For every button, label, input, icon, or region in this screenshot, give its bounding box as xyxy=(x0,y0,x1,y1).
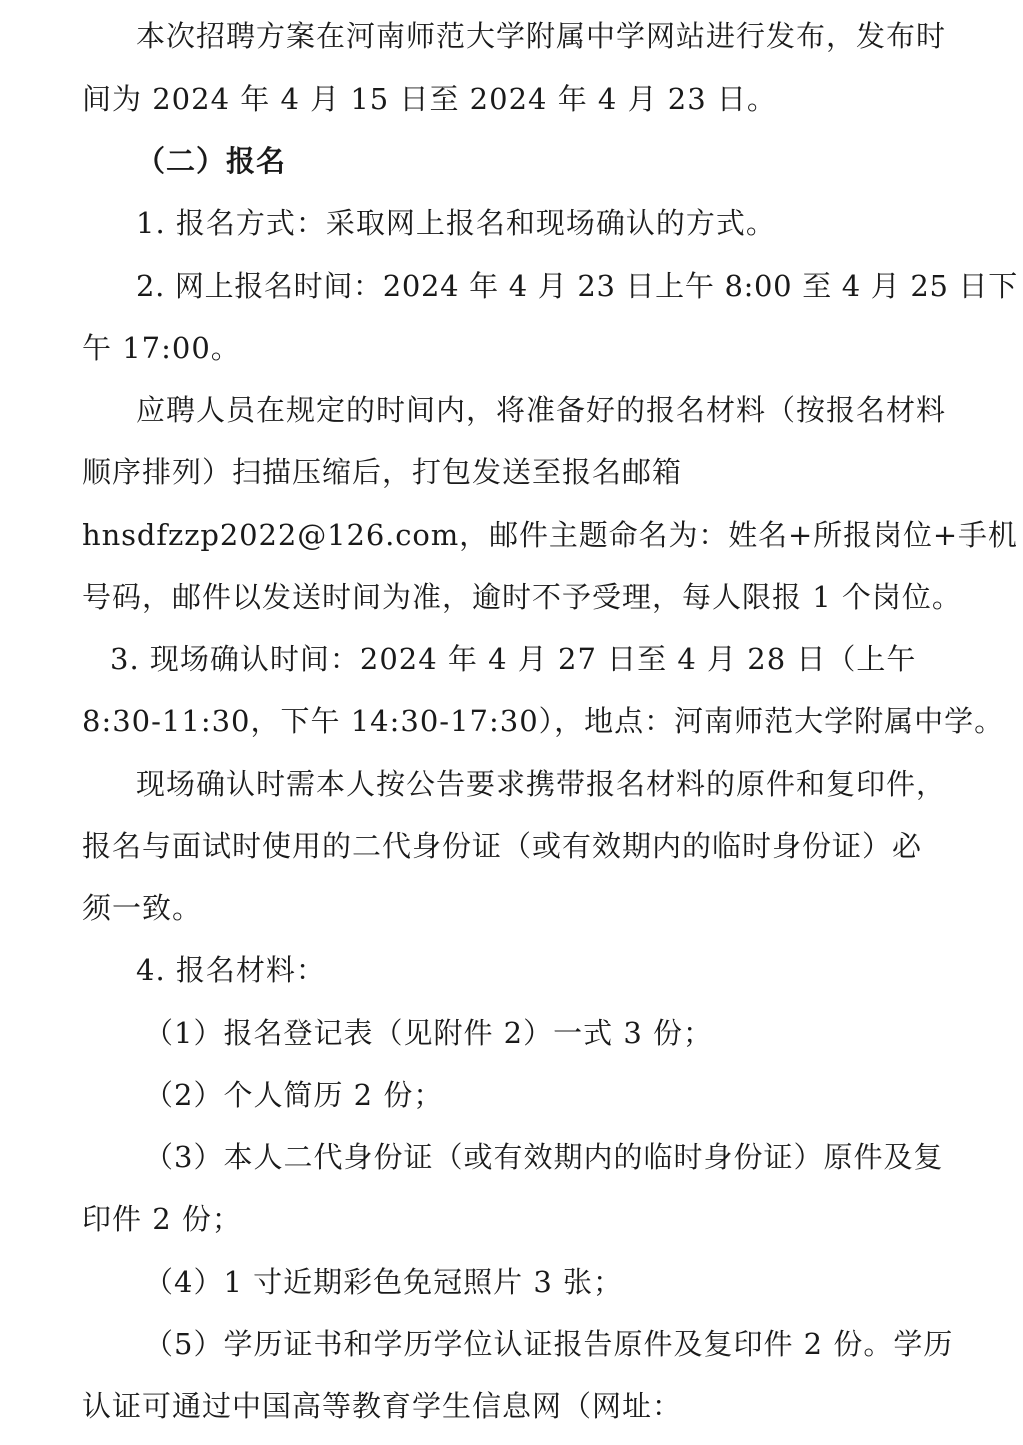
paragraph-line: 间为 2024 年 4 月 15 日至 2024 年 4 月 23 日。 xyxy=(82,82,777,116)
paragraph-line: 印件 2 份； xyxy=(82,1202,242,1236)
paragraph-line: 号码，邮件以发送时间为准，逾时不予受理，每人限报 1 个岗位。 xyxy=(82,580,962,614)
paragraph-line: 须一致。 xyxy=(82,891,203,925)
paragraph-line: 午 17:00。 xyxy=(82,331,241,365)
paragraph-line: 顺序排列）扫描压缩后，打包发送至报名邮箱 xyxy=(82,455,683,489)
section-heading: （二）报名 xyxy=(136,144,287,178)
list-item: （1）报名登记表（见附件 2）一式 3 份； xyxy=(144,1016,714,1050)
list-item: （4）1 寸近期彩色免冠照片 3 张； xyxy=(144,1265,624,1299)
list-item: （5）学历证书和学历学位认证报告原件及复印件 2 份。学历 xyxy=(144,1327,954,1361)
paragraph-line: 应聘人员在规定的时间内，将准备好的报名材料（按报名材料 xyxy=(136,393,947,427)
paragraph-line: 认证可通过中国高等教育学生信息网（网址： xyxy=(82,1389,683,1423)
paragraph-line: 4. 报名材料： xyxy=(136,953,326,987)
paragraph-line: 现场确认时需本人按公告要求携带报名材料的原件和复印件， xyxy=(136,767,947,801)
paragraph-line: 8:30-11:30，下午 14:30-17:30），地点：河南师范大学附属中学。 xyxy=(82,704,1005,738)
paragraph-line: 1. 报名方式：采取网上报名和现场确认的方式。 xyxy=(136,206,776,240)
list-item: （3）本人二代身份证（或有效期内的临时身份证）原件及复 xyxy=(144,1140,944,1174)
paragraph-line: 2. 网上报名时间：2024 年 4 月 23 日上午 8:00 至 4 月 25 日下 xyxy=(136,269,1018,303)
paragraph-line: 3. 现场确认时间：2024 年 4 月 27 日至 4 月 28 日（上午 xyxy=(110,642,917,676)
paragraph-line: 报名与面试时使用的二代身份证（或有效期内的临时身份证）必 xyxy=(82,829,923,863)
list-item: （2）个人简历 2 份； xyxy=(144,1078,444,1112)
paragraph-line: 本次招聘方案在河南师范大学附属中学网站进行发布，发布时 xyxy=(136,19,947,53)
paragraph-line: hnsdfzzp2022@126.com，邮件主题命名为：姓名+所报岗位+手机 xyxy=(82,518,1018,552)
